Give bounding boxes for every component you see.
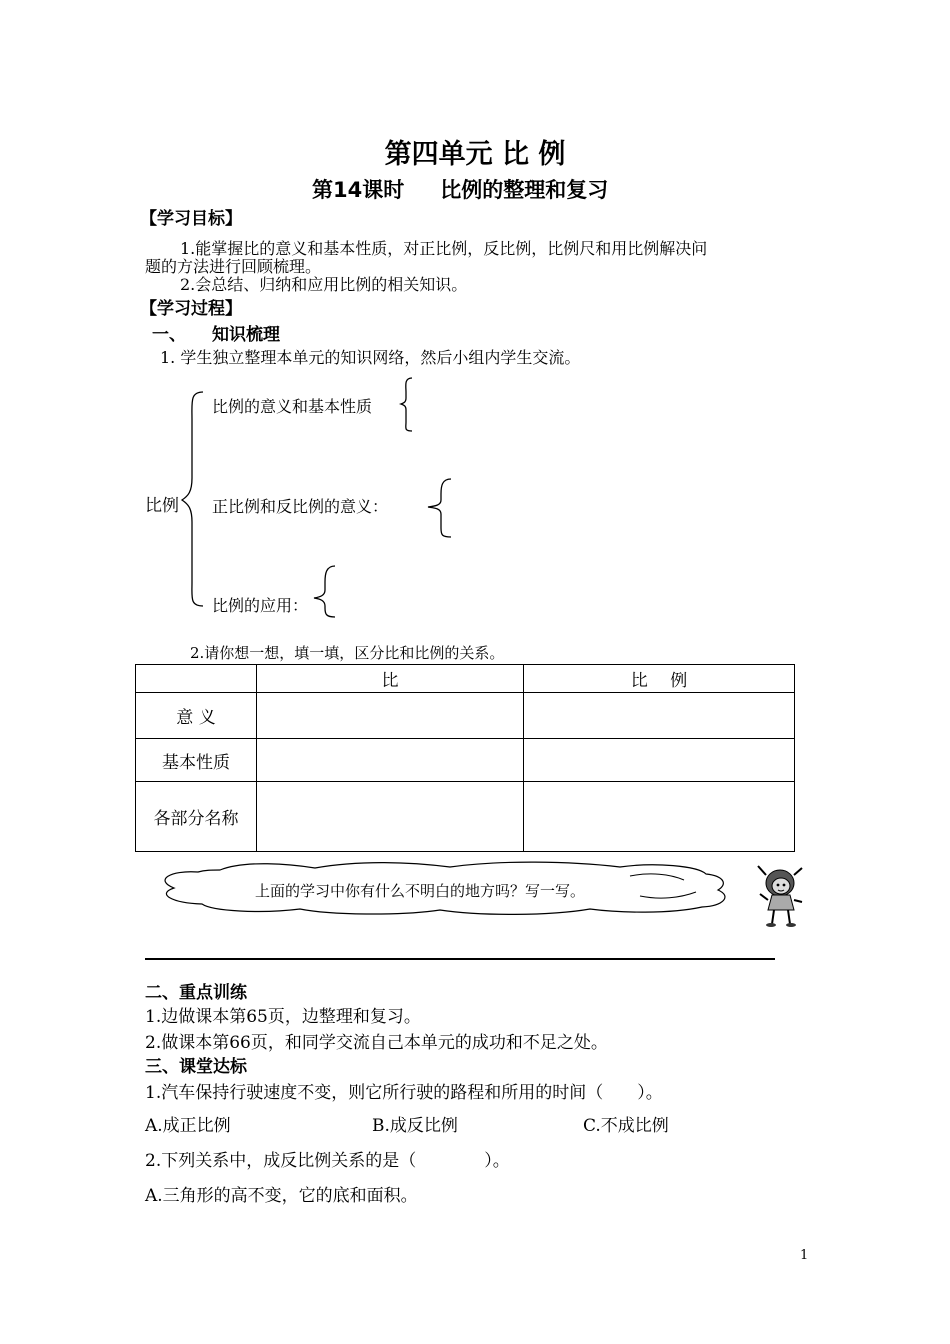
section3-heading: 三、课堂达标	[145, 1057, 247, 1077]
section1-title: 知识梳理	[212, 325, 280, 345]
section2-item1: 1.边做课本第65页，边整理和复习。	[145, 1007, 421, 1027]
question-1-option-b[interactable]: B.成反比例	[372, 1116, 458, 1136]
table-cell[interactable]	[524, 739, 795, 782]
table-header-proportion: 比 例	[524, 665, 795, 693]
objective-1-line2: 题的方法进行回顾梳理。	[145, 257, 322, 276]
table-row-label-property: 基本性质	[136, 739, 257, 782]
table-header-empty	[136, 665, 257, 693]
process-heading: 【学习过程】	[140, 299, 242, 319]
table-cell[interactable]	[257, 693, 524, 739]
brace-branch3	[314, 566, 335, 617]
table-header-ratio: 比	[257, 665, 524, 693]
lesson-name: 比例的整理和复习	[440, 178, 609, 202]
question-1: 1.汽车保持行驶速度不变，则它所行驶的路程和所用的时间（ ）。	[145, 1083, 663, 1103]
objective-1-line1: 1.能掌握比的意义和基本性质，对正比例，反比例，比例尺和用比例解决问	[180, 239, 708, 258]
task-1: 1. 学生独立整理本单元的知识网络，然后小组内学生交流。	[160, 348, 581, 367]
objective-2: 2.会总结、归纳和应用比例的相关知识。	[180, 275, 468, 294]
main-brace	[182, 392, 203, 606]
mindmap-root: 比例	[145, 496, 179, 516]
page-title: 第四单元 比 例	[384, 139, 566, 170]
question-2-option-a[interactable]: A.三角形的高不变，它的底和面积。	[145, 1186, 418, 1206]
table-cell[interactable]	[257, 739, 524, 782]
page-number: 1	[800, 1248, 809, 1263]
table-row-label-parts: 各部分名称	[136, 782, 257, 852]
section2-item2: 2.做课本第66页，和同学交流自己本单元的成功和不足之处。	[145, 1033, 608, 1053]
writing-line[interactable]	[145, 958, 775, 960]
lesson-number: 第14课时	[312, 178, 405, 202]
objectives-heading: 【学习目标】	[140, 209, 242, 229]
section2-heading: 二、重点训练	[145, 983, 247, 1003]
mindmap-braces	[0, 0, 950, 650]
table-cell[interactable]	[524, 782, 795, 852]
brace-branch2	[428, 479, 451, 537]
question-1-option-a[interactable]: A.成正比例	[145, 1116, 231, 1136]
question-1-option-c[interactable]: C.不成比例	[583, 1116, 669, 1136]
question-2: 2.下列关系中，成反比例关系的是（ ）。	[145, 1151, 510, 1171]
table-task: 2.请你想一想，填一填，区分比和比例的关系。	[190, 644, 505, 662]
section1-number: 一、	[152, 325, 186, 345]
table-cell[interactable]	[257, 782, 524, 852]
brace-branch1	[401, 378, 412, 431]
mindmap-branch2: 正比例和反比例的意义：	[212, 497, 389, 516]
mindmap-branch1: 比例的意义和基本性质	[212, 397, 373, 416]
mindmap-branch3: 比例的应用：	[212, 596, 309, 615]
cartoon-girl-icon	[752, 862, 810, 928]
comparison-table	[135, 664, 795, 852]
cloud-text: 上面的学习中你有什么不明白的地方吗？写一写。	[255, 882, 586, 900]
table-cell[interactable]	[524, 693, 795, 739]
table-row-label-meaning: 意 义	[136, 693, 257, 739]
